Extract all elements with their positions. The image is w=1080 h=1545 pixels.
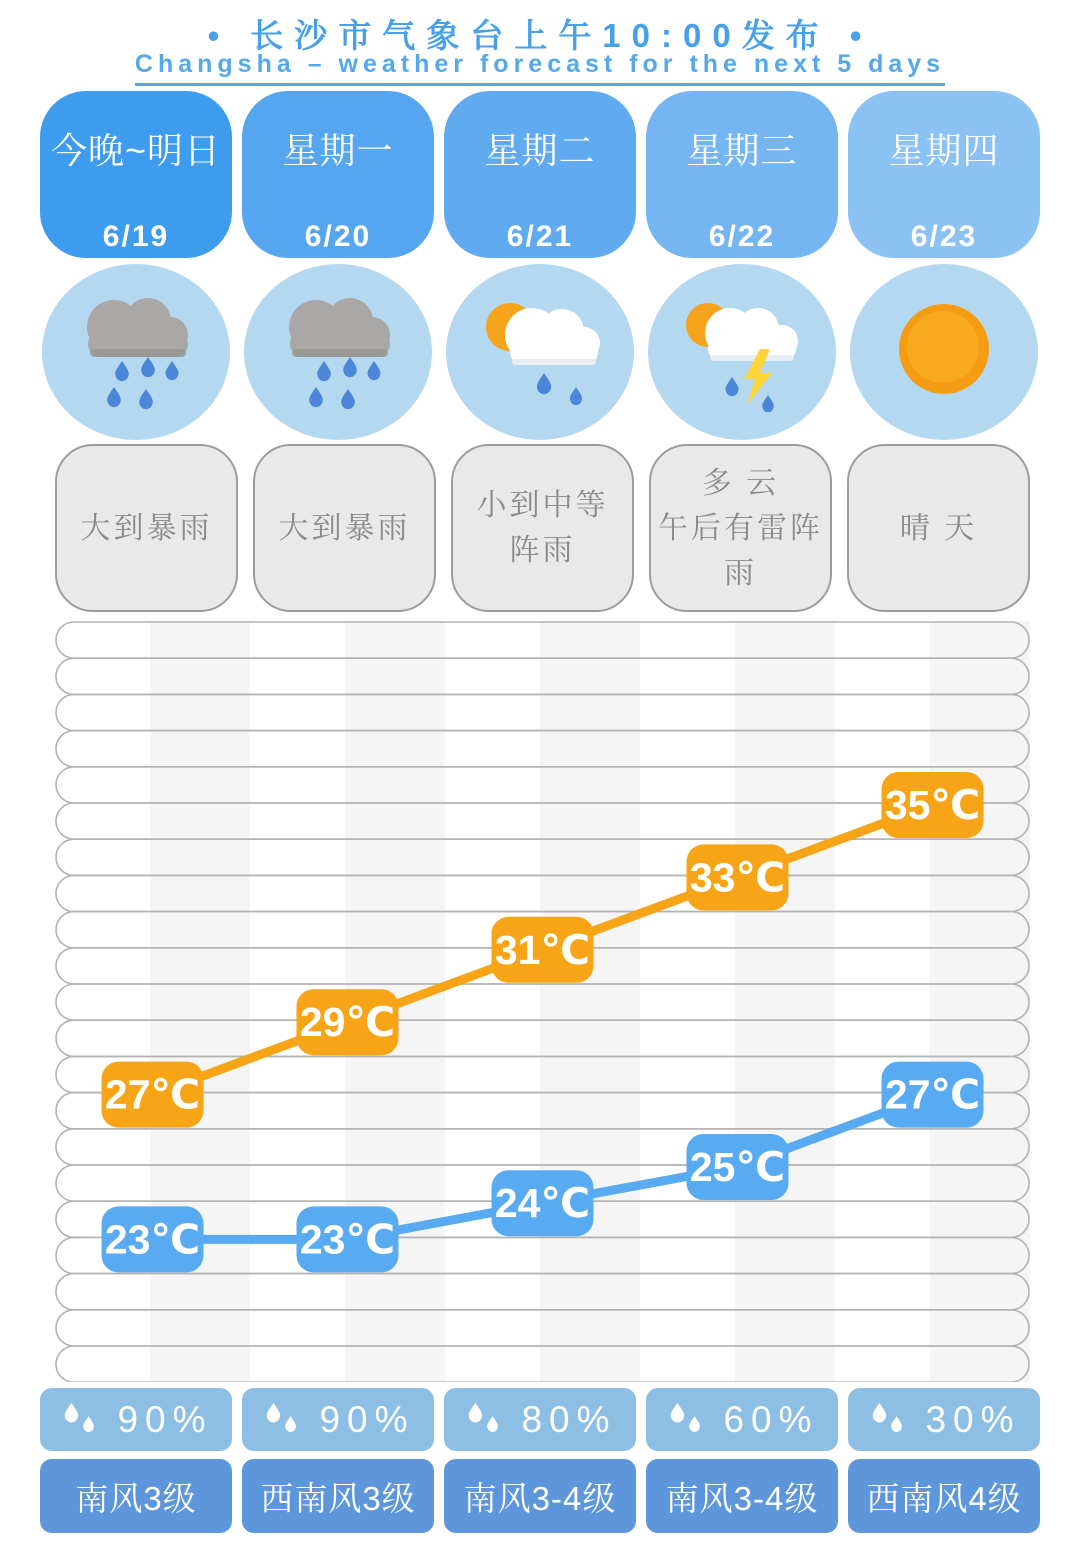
day-label: 星期四 — [888, 130, 1000, 171]
high-temperature-label: 33℃ — [689, 854, 786, 901]
chart-row — [56, 1020, 1029, 1056]
precip-box-1 — [242, 1388, 434, 1451]
precip-value: 60% — [723, 1398, 819, 1440]
wind-value: 南风3-4级 — [463, 1479, 617, 1517]
thunder-shower-icon — [662, 277, 822, 427]
weather-icon — [244, 264, 432, 440]
wind-value: 西南风3级 — [260, 1479, 416, 1517]
weather-icon — [446, 264, 634, 440]
weather-icon — [648, 264, 836, 440]
high-temperature-label: 27℃ — [104, 1071, 201, 1118]
precip-value: 30% — [925, 1398, 1021, 1440]
day-date: 6/20 — [304, 220, 372, 253]
condition-text: 大到暴雨 — [80, 511, 213, 545]
day-date: 6/19 — [102, 220, 170, 253]
page-subtitle: Changsha – weather forecast for the next 5 days — [0, 50, 1080, 79]
chart-row — [56, 658, 1029, 694]
day-label: 今晚~明日 — [50, 130, 222, 171]
day-card-2 — [444, 91, 636, 258]
raindrops-icon — [59, 1400, 101, 1440]
raindrops-icon — [463, 1400, 505, 1440]
chart-row — [56, 1129, 1029, 1165]
sun-shower-icon — [460, 277, 620, 427]
temperature-line-chart — [55, 621, 1030, 1382]
wind-value: 西南风4级 — [866, 1479, 1022, 1517]
wind-box-1 — [242, 1459, 434, 1533]
condition-text: 多 云 — [701, 466, 780, 500]
day-card-4 — [848, 91, 1040, 258]
chart-row — [56, 839, 1029, 875]
condition-text: 阵雨 — [509, 534, 576, 567]
precip-box-3 — [646, 1388, 838, 1451]
chart-row — [56, 1310, 1029, 1346]
precip-box-4 — [848, 1388, 1040, 1451]
wind-value: 南风3-4级 — [665, 1479, 819, 1517]
day-card-0 — [40, 91, 232, 258]
precip-value: 90% — [117, 1398, 213, 1440]
precip-box-0 — [40, 1388, 232, 1451]
day-card-3 — [646, 91, 838, 258]
day-date: 6/23 — [910, 220, 978, 253]
condition-row — [55, 444, 1030, 612]
condition-text: 小到中等 — [476, 489, 609, 522]
day-label: 星期一 — [282, 130, 394, 171]
day-label: 星期二 — [484, 130, 596, 171]
raindrops-icon — [665, 1400, 707, 1440]
high-temperature-label: 29℃ — [299, 999, 396, 1046]
day-label: 星期三 — [686, 130, 798, 171]
heavy-rain-icon — [258, 277, 418, 427]
weather-icon — [850, 264, 1038, 440]
raindrops-icon — [867, 1400, 909, 1440]
high-temperature-label: 35℃ — [884, 782, 981, 828]
chart-canvas — [55, 621, 1030, 1382]
wind-box-4 — [848, 1459, 1040, 1533]
condition-box-1 — [253, 444, 436, 612]
chart-row — [56, 694, 1029, 730]
wind-box-3 — [646, 1459, 838, 1533]
day-date: 6/22 — [708, 220, 776, 253]
wind-box-2 — [444, 1459, 636, 1533]
condition-text: 午后有雷阵雨 — [658, 511, 823, 590]
heavy-rain-icon — [56, 277, 216, 427]
precip-value: 90% — [319, 1398, 415, 1440]
low-temperature-label: 27℃ — [884, 1071, 981, 1118]
condition-text: 晴 天 — [899, 511, 978, 545]
chart-row — [56, 731, 1029, 767]
chart-row — [56, 1274, 1029, 1310]
low-temperature-label: 23℃ — [299, 1216, 396, 1263]
precipitation-row — [40, 1388, 1040, 1451]
sunny-icon — [864, 277, 1024, 427]
wind-box-0 — [40, 1459, 232, 1533]
weather-icon-row — [40, 262, 1040, 442]
chart-row — [56, 875, 1029, 911]
chart-row — [56, 622, 1029, 658]
day-date: 6/21 — [506, 220, 574, 253]
weather-icon — [42, 264, 230, 440]
day-header-row — [40, 91, 1040, 258]
chart-row — [56, 984, 1029, 1020]
raindrops-icon — [261, 1400, 303, 1440]
low-temperature-label: 24℃ — [494, 1180, 591, 1227]
precip-box-2 — [444, 1388, 636, 1451]
chart-row — [56, 1346, 1029, 1382]
wind-value: 南风3级 — [75, 1479, 197, 1517]
condition-box-0 — [55, 444, 238, 612]
low-temperature-label: 25℃ — [689, 1144, 786, 1190]
condition-text: 大到暴雨 — [278, 511, 411, 545]
day-card-1 — [242, 91, 434, 258]
condition-box-3 — [649, 444, 832, 612]
high-temperature-label: 31℃ — [494, 926, 591, 973]
low-temperature-label: 23℃ — [104, 1216, 201, 1263]
wind-row — [40, 1459, 1040, 1533]
precip-value: 80% — [521, 1398, 617, 1440]
condition-box-2 — [451, 444, 634, 612]
condition-box-4 — [847, 444, 1030, 612]
page-title: • 长沙市气象台上午10:00发布 • — [207, 17, 873, 54]
